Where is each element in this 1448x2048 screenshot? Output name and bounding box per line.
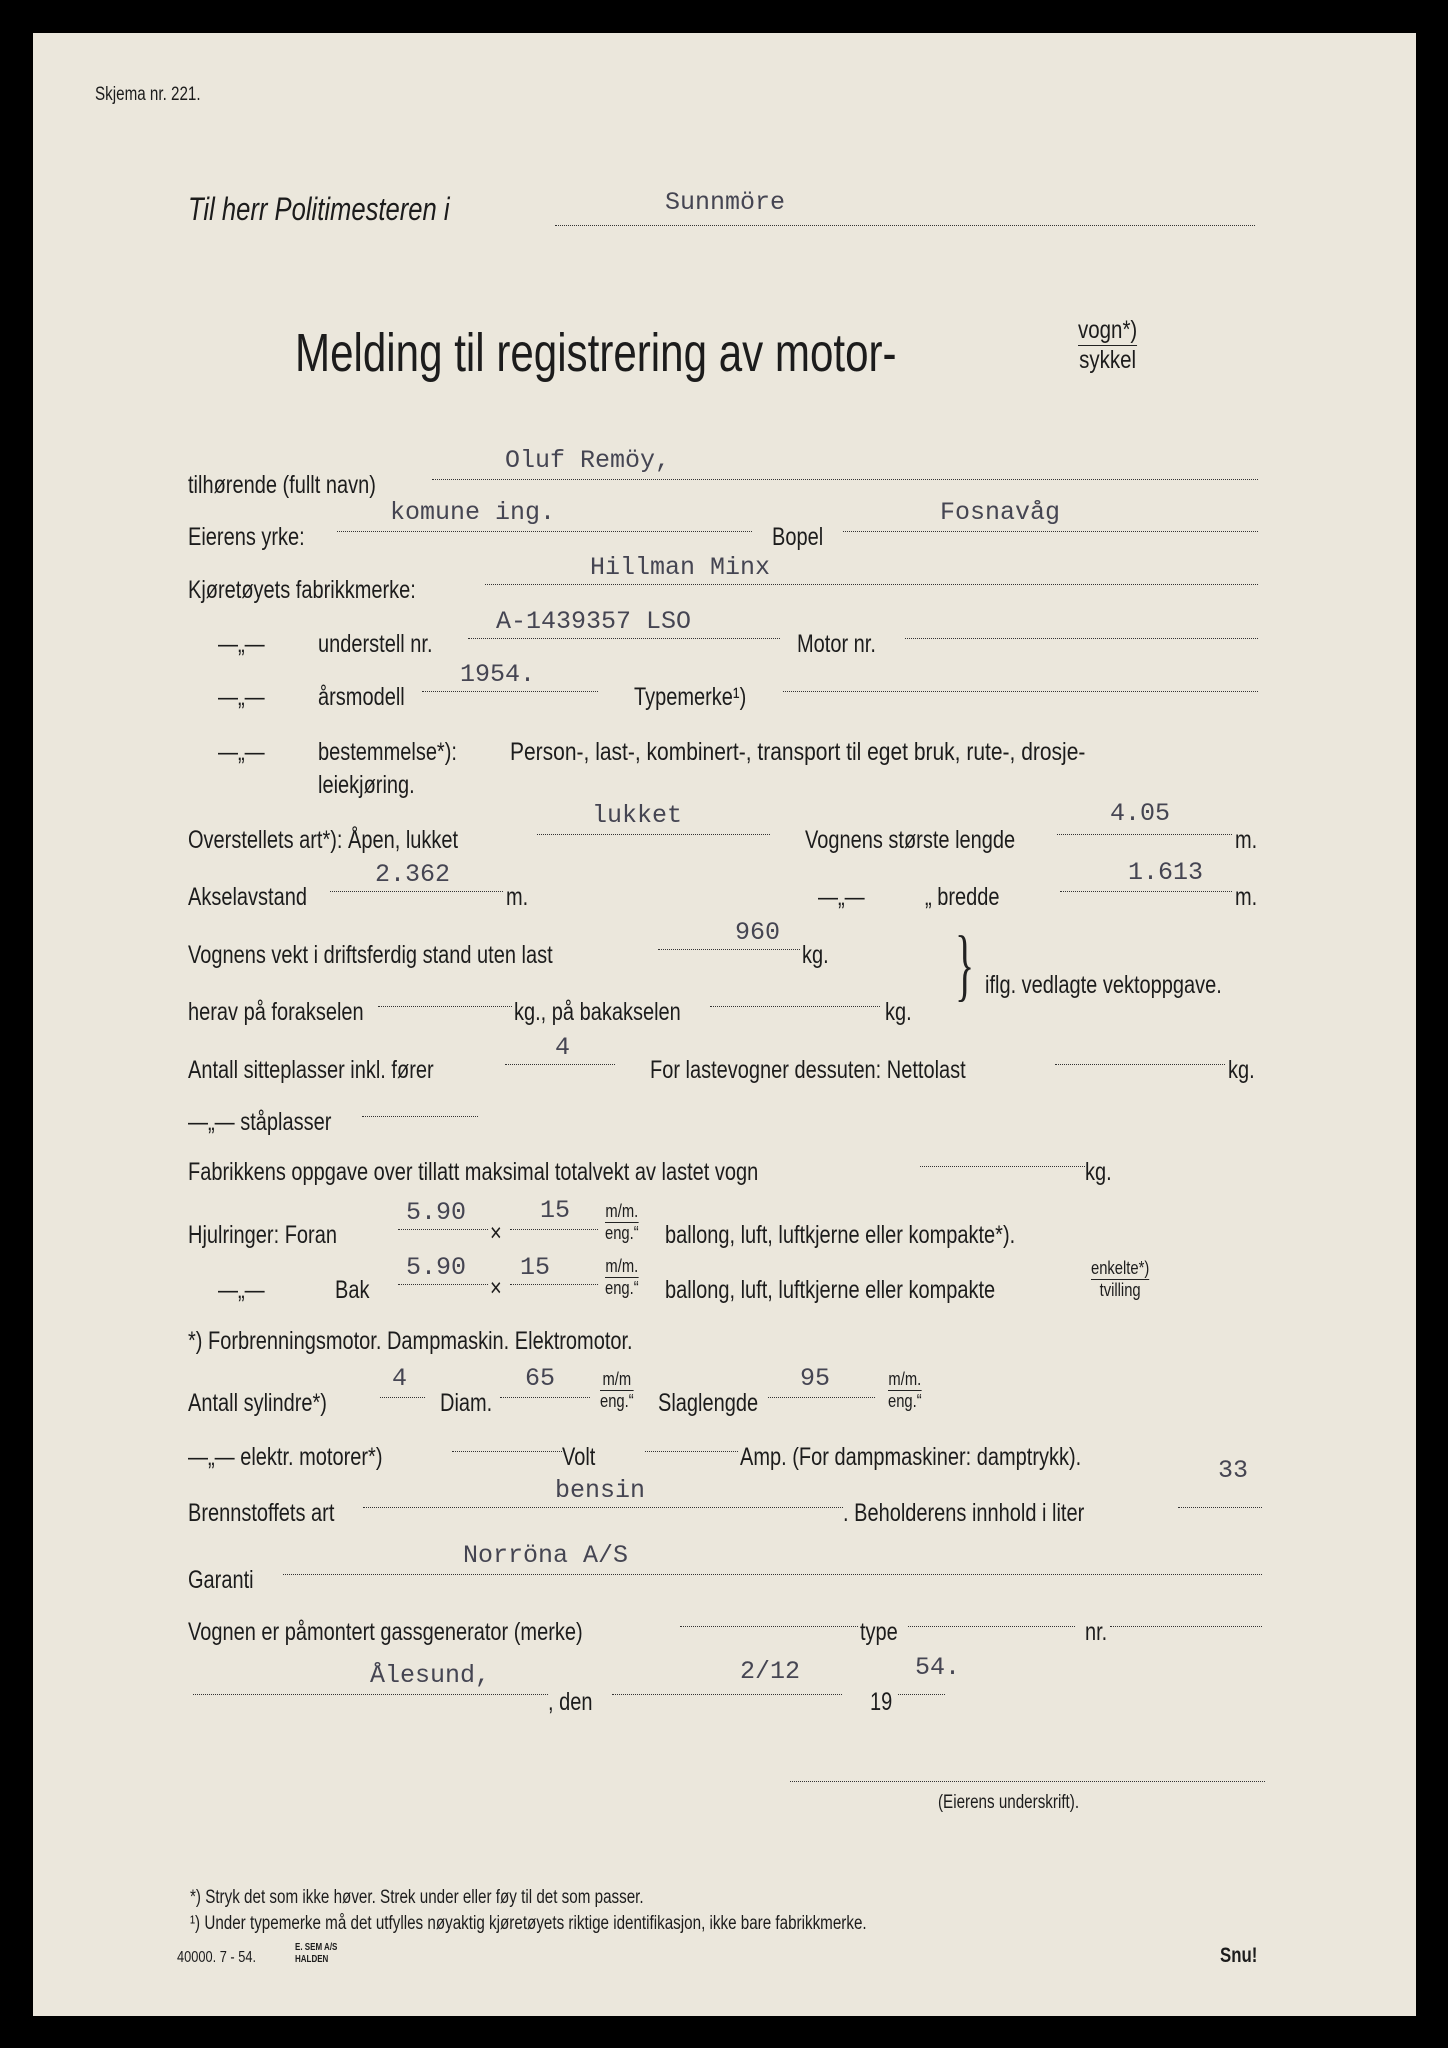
fuel-value: bensin <box>555 1476 646 1505</box>
occupation-field[interactable] <box>337 498 752 532</box>
volt-label: Volt <box>562 1443 596 1471</box>
ditto-mark: —„— <box>818 883 865 911</box>
addressee-value: Sunnmöre <box>665 188 786 217</box>
warranty-label: Garanti <box>188 1566 254 1594</box>
gas-generator-type-label: type <box>860 1618 898 1646</box>
weight-note: iflg. vedlagte vektoppgave. <box>985 971 1222 999</box>
unit-fraction <box>605 1256 639 1299</box>
rear-axle-unit: kg. <box>885 998 912 1026</box>
form-number: Skjema nr. 221. <box>95 84 201 105</box>
form-page <box>33 33 1416 2016</box>
body-type-field[interactable] <box>537 801 770 835</box>
gas-generator-nr-field[interactable] <box>1110 1600 1262 1627</box>
cylinders-label: Antall sylindre*) <box>188 1389 327 1417</box>
standing-label: —„— ståplasser <box>188 1108 332 1136</box>
diameter-label: Diam. <box>440 1389 493 1417</box>
times-sign: × <box>490 1219 502 1247</box>
year-field[interactable] <box>898 1653 961 1695</box>
title-fraction-bottom: sykkel <box>1079 346 1137 374</box>
width-label: „ bredde <box>925 883 1000 911</box>
stroke-label: Slaglengde <box>658 1389 759 1417</box>
volt-field[interactable] <box>452 1425 562 1452</box>
title-fraction <box>1078 316 1137 375</box>
occupation-value: komune ing. <box>390 498 556 527</box>
amp-label: Amp. (For dampmaskiner: damptrykk). <box>740 1443 1082 1471</box>
chassis-value: A-1439357 LSO <box>496 607 692 636</box>
make-value: Hillman Minx <box>590 553 771 582</box>
printer-name: E. SEM A/S <box>295 1942 338 1953</box>
wheelbase-value: 2.362 <box>375 860 451 889</box>
residence-value: Fosnavåg <box>940 498 1061 527</box>
unit-fraction <box>600 1369 634 1412</box>
rear-tyre-width-value: 5.90 <box>406 1253 467 1282</box>
printer-city: HALDEN <box>295 1954 329 1965</box>
rear-tyre-diam-field[interactable] <box>510 1253 598 1285</box>
wheelbase-unit: m. <box>506 883 529 911</box>
tank-label: . Beholderens innhold i liter <box>843 1499 1085 1527</box>
seats-field[interactable] <box>505 1033 615 1065</box>
max-weight-field[interactable] <box>920 1140 1085 1167</box>
page-title: Melding til registrering av motor- <box>295 323 897 383</box>
front-axle-label: herav på forakselen <box>188 998 364 1026</box>
wheelbase-label: Akselavstand <box>188 883 307 911</box>
place-field[interactable] <box>193 1661 548 1695</box>
ditto-mark: —„— <box>218 683 265 711</box>
ditto-mark: —„— <box>218 1276 265 1304</box>
weight-label: Vognens vekt i driftsferdig stand uten last <box>188 941 553 969</box>
tank-value: 33 <box>1218 1456 1249 1485</box>
rear-axle-field[interactable] <box>710 980 880 1007</box>
seats-label: Antall sitteplasser inkl. fører <box>188 1056 434 1084</box>
footnote-2: ¹) Under typemerke må det utfylles nøyaktig kjøretøyets riktige identifikasjon, ikke bare fabrikkmerke. <box>190 1913 867 1934</box>
footnote-1: *) Stryk det som ikke høver. Strek under eller føy til det som passer. <box>190 1887 644 1908</box>
residence-field[interactable] <box>843 498 1258 532</box>
length-label: Vognens største lengde <box>805 826 1016 854</box>
signature-label: (Eierens underskrift). <box>938 1792 1080 1813</box>
motor-nr-field[interactable] <box>905 612 1258 639</box>
gas-generator-label: Vognen er påmontert gassgenerator (merke) <box>188 1618 583 1646</box>
wheelbase-field[interactable] <box>330 860 503 892</box>
date-field[interactable] <box>612 1657 842 1695</box>
addressee-label: Til herr Politimesteren i <box>188 191 450 227</box>
tyre-types-front: ballong, luft, luftkjerne eller kompakte*). <box>665 1221 1016 1249</box>
cylinders-value: 4 <box>392 1364 408 1393</box>
tyre-types-rear: ballong, luft, luftkjerne eller kompakte <box>665 1276 996 1304</box>
seats-value: 4 <box>555 1033 571 1062</box>
chassis-field[interactable] <box>468 607 780 639</box>
make-label: Kjøretøyets fabrikkmerke: <box>188 576 416 604</box>
place-value: Ålesund, <box>370 1661 491 1690</box>
amp-field[interactable] <box>645 1425 738 1452</box>
year-value: 54. <box>915 1653 961 1682</box>
gas-generator-nr-label: nr. <box>1085 1618 1108 1646</box>
electric-motors-label: —„— elektr. motorer*) <box>188 1443 383 1471</box>
occupation-label: Eierens yrke: <box>188 523 305 551</box>
make-field[interactable] <box>485 553 1258 585</box>
unit-bottom: eng.“ <box>605 1223 639 1243</box>
body-type-value: lukket <box>592 801 683 830</box>
net-load-label: For lastevogner dessuten: Nettolast <box>650 1056 966 1084</box>
front-axle-field[interactable] <box>378 980 512 1007</box>
purpose-options-cont: leiekjøring. <box>318 771 415 799</box>
front-tyre-width-field[interactable] <box>398 1198 488 1230</box>
unit-bottom: eng.“ <box>600 1391 634 1411</box>
cylinders-field[interactable] <box>380 1364 425 1398</box>
unit-top: m/m. <box>888 1369 922 1389</box>
body-type-label: Overstellets art*): Åpen, lukket <box>188 826 459 854</box>
stroke-field[interactable] <box>768 1364 875 1398</box>
length-unit: m. <box>1235 826 1258 854</box>
type-mark-label: Typemerke¹) <box>634 683 747 711</box>
net-load-field[interactable] <box>1055 1038 1225 1065</box>
unit-top: m/m. <box>605 1201 639 1221</box>
weight-unit: kg. <box>802 941 829 969</box>
front-tyre-width-value: 5.90 <box>406 1198 467 1227</box>
front-tyre-diam-value: 15 <box>540 1196 571 1225</box>
unit-top: m/m <box>600 1369 634 1391</box>
unit-fraction <box>888 1369 922 1412</box>
signature-field[interactable] <box>790 1755 1265 1782</box>
net-load-unit: kg. <box>1228 1056 1255 1084</box>
fuel-field[interactable] <box>363 1476 843 1508</box>
warranty-value: Norröna A/S <box>463 1541 629 1570</box>
gas-generator-make-field[interactable] <box>680 1600 858 1627</box>
brace: } <box>955 921 975 1009</box>
rear-tyre-width-field[interactable] <box>398 1253 488 1285</box>
title-fraction-top: vogn*) <box>1078 316 1138 344</box>
max-weight-label: Fabrikkens oppgave over tillatt maksimal totalvekt av lastet vogn <box>188 1158 759 1186</box>
diameter-value: 65 <box>525 1364 556 1393</box>
warranty-field[interactable] <box>283 1541 1262 1575</box>
date-label: , den <box>548 1688 593 1716</box>
single-twin-fraction <box>1091 1258 1149 1301</box>
unit-fraction <box>605 1201 639 1244</box>
addressee-field[interactable] <box>555 188 1255 226</box>
model-year-value: 1954. <box>460 660 536 689</box>
owner-name-field[interactable] <box>432 446 1258 480</box>
single-label: enkelte*) <box>1091 1258 1150 1278</box>
width-field[interactable] <box>1060 858 1232 892</box>
max-weight-unit: kg. <box>1085 1158 1112 1186</box>
unit-bottom: eng.“ <box>605 1278 639 1298</box>
width-value: 1.613 <box>1128 858 1204 887</box>
unit-bottom: eng.“ <box>888 1391 922 1411</box>
turn-over-note: Snu! <box>1220 1944 1258 1967</box>
front-tyre-diam-field[interactable] <box>510 1196 598 1230</box>
ditto-mark: —„— <box>218 738 265 766</box>
model-year-field[interactable] <box>422 660 598 692</box>
width-unit: m. <box>1235 883 1258 911</box>
motor-nr-label: Motor nr. <box>797 630 876 658</box>
weight-value: 960 <box>735 918 781 947</box>
weight-field[interactable] <box>658 918 800 950</box>
owner-name-value: Oluf Remöy, <box>505 446 671 475</box>
tyres-rear-label: Bak <box>335 1276 370 1304</box>
owner-label: tilhørende (fullt navn) <box>188 471 376 499</box>
rear-tyre-diam-value: 15 <box>520 1253 551 1282</box>
residence-label: Bopel <box>772 523 824 551</box>
length-value: 4.05 <box>1110 799 1171 828</box>
model-year-label: årsmodell <box>318 683 405 711</box>
rear-axle-label: kg., på bakakselen <box>514 998 681 1026</box>
tank-field[interactable] <box>1178 1456 1262 1508</box>
twin-label: tvilling <box>1099 1280 1141 1300</box>
times-sign: × <box>490 1274 502 1302</box>
purpose-options: Person-, last-, kombinert-, transport til eget bruk, rute-, drosje- <box>510 738 1086 766</box>
standing-field[interactable] <box>362 1090 478 1117</box>
diameter-field[interactable] <box>500 1364 590 1398</box>
tyres-front-label: Hjulringer: Foran <box>188 1221 337 1249</box>
type-mark-field[interactable] <box>783 665 1258 692</box>
unit-top: m/m. <box>605 1256 639 1276</box>
ditto-mark: —„— <box>218 630 265 658</box>
fuel-label: Brennstoffets art <box>188 1499 335 1527</box>
date-value: 2/12 <box>740 1657 801 1686</box>
length-field[interactable] <box>1057 799 1232 835</box>
print-info: 40000. 7 - 54. <box>177 1949 256 1966</box>
chassis-label: understell nr. <box>318 630 433 658</box>
century-label: 19 <box>870 1688 893 1716</box>
purpose-label: bestemmelse*): <box>318 738 457 766</box>
stroke-value: 95 <box>800 1364 831 1393</box>
gas-generator-type-field[interactable] <box>908 1600 1075 1627</box>
motor-types-note: *) Forbrenningsmotor. Dampmaskin. Elektromotor. <box>188 1327 633 1355</box>
